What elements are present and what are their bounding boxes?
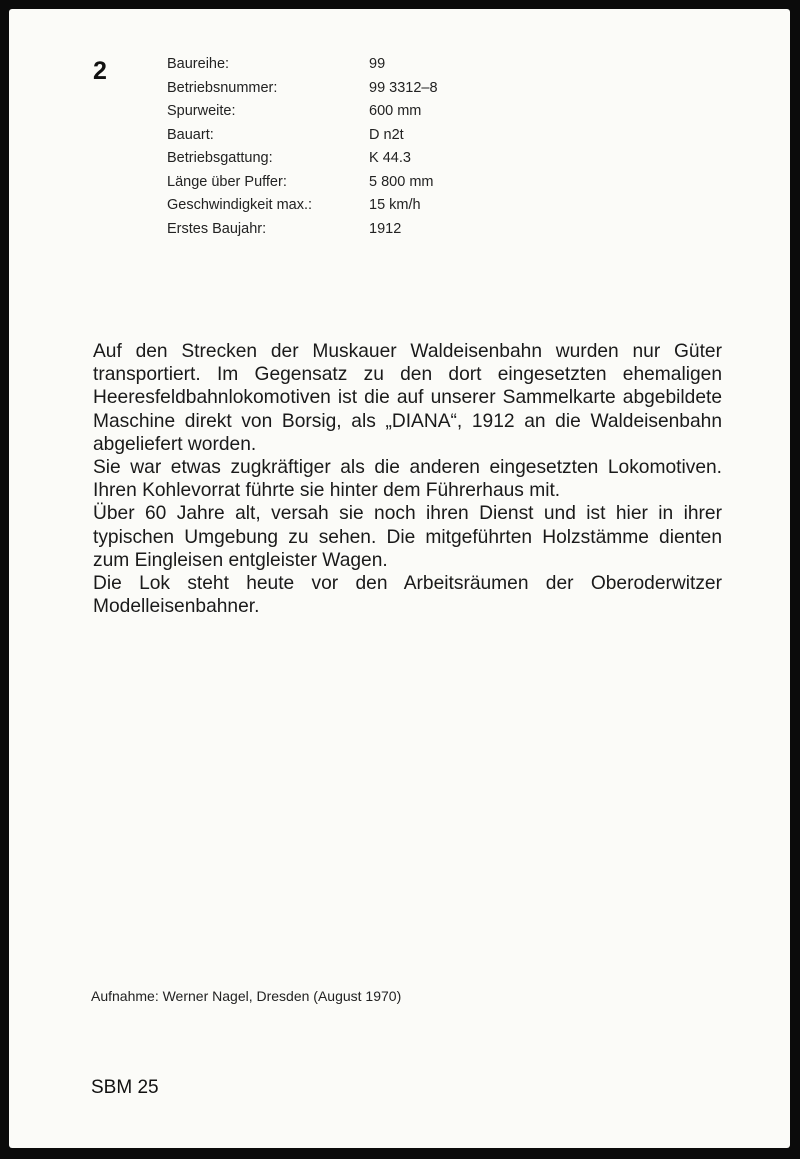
spec-row — [167, 56, 438, 80]
spec-value: 1912 — [369, 220, 402, 237]
spec-label: Spurweite: — [167, 103, 236, 119]
spec-value: D n2t — [369, 126, 404, 143]
description-paragraph: Über 60 Jahre alt, versah sie noch ihren Dienst und ist hier in ihrer typischen Umgebung zu sehen. Die mitgeführten Holzstämme dienten zum Eingleisen entgleister Wagen. — [93, 503, 722, 571]
spec-label: Länge über Puffer: — [167, 173, 287, 190]
spec-value: 600 mm — [369, 103, 422, 119]
description-text — [93, 340, 722, 618]
spec-label: Baureihe: — [167, 56, 230, 72]
spec-value: 99 — [369, 56, 386, 72]
spec-label: Betriebsnummer: — [167, 79, 278, 96]
description-paragraph: Sie war etwas zugkräftiger als die anderen eingesetzten Lokomotiven. Ihren Kohlevorrat führte sie hinter dem Führerhaus mit. — [93, 457, 722, 502]
series-code: SBM 25 — [91, 1077, 159, 1098]
spec-label: Betriebsgattung: — [167, 150, 273, 166]
spec-row — [167, 197, 438, 221]
spec-value: 99 3312–8 — [369, 79, 438, 96]
spec-value: K 44.3 — [369, 150, 411, 166]
spec-row — [167, 174, 438, 198]
card-number: 2 — [93, 57, 107, 85]
spec-row — [167, 80, 438, 104]
spec-row — [167, 127, 438, 151]
spec-label: Geschwindigkeit max.: — [167, 197, 313, 213]
spec-value: 5 800 mm — [369, 173, 434, 190]
description-paragraph: Die Lok steht heute vor den Arbeitsräumen der Oberoderwitzer Modelleisenbahner. — [93, 573, 722, 618]
spec-row — [167, 221, 438, 245]
spec-value: 15 km/h — [369, 197, 421, 213]
spec-row — [167, 150, 438, 174]
spec-row — [167, 103, 438, 127]
spec-table — [167, 56, 438, 244]
description-paragraph: Auf den Strecken der Muskauer Waldeisenbahn wurden nur Güter transportiert. Im Gegensatz zu den dort eingesetzten ehemaligen Heeresfeldbahnlokomotiven ist die auf unserer Sammelkarte abgebildete Maschine direkt von Borsig, als „DIANA“, 1912 an die Waldeisenbahn abgeliefert worden. — [93, 341, 722, 455]
postcard-back — [9, 9, 790, 1148]
spec-label: Bauart: — [167, 126, 214, 143]
spec-label: Erstes Baujahr: — [167, 220, 267, 237]
photo-credit: Aufnahme: Werner Nagel, Dresden (August 1970) — [91, 988, 402, 1004]
